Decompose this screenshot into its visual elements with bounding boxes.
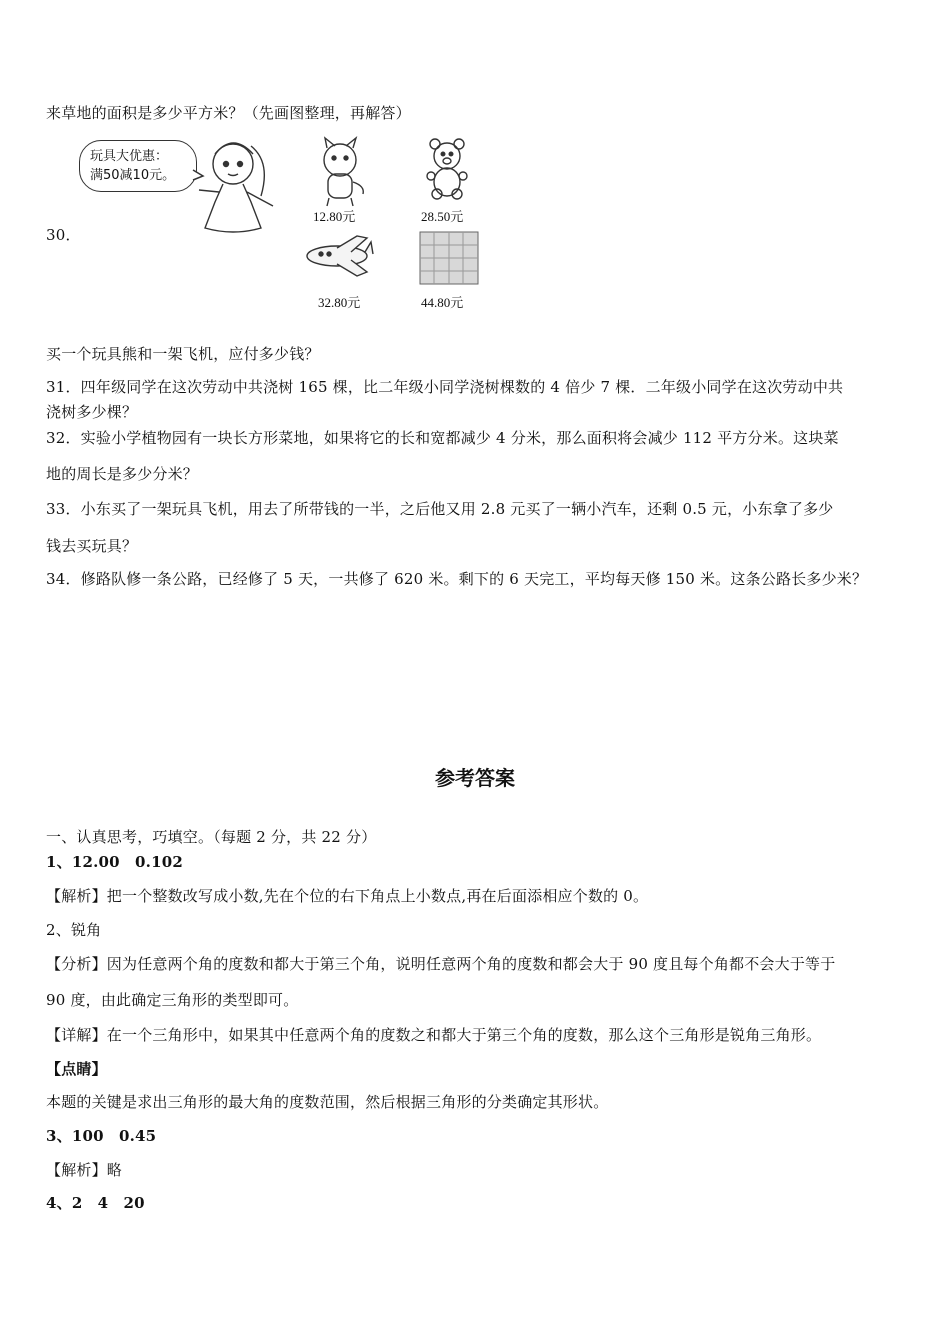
cat-toy-icon: [324, 138, 363, 206]
question-30-text: 买一个玩具熊和一架飞机，应付多少钱？: [46, 345, 320, 363]
girl-icon: [199, 143, 273, 232]
question-30-number: 30．: [46, 226, 81, 244]
question-34: 34．修路队修一条公路，已经修了 5 天，一共修了 620 米。剩下的 6 天完工，平均每天修 150 米。这条公路长多少米？: [46, 570, 868, 588]
answer-1-analysis: 【解析】把一个整数改写成小数,先在个位的右下角点上小数点,再在后面添相应个数的 0。: [46, 887, 649, 905]
question-29-tail: 来草地的面积是多少平方米？（先画图整理，再解答）: [46, 104, 411, 122]
answer-3-analysis: 【解析】略: [46, 1161, 123, 1179]
answer-2: 2、锐角: [46, 921, 102, 939]
question-32-line-2: 地的周长是多少分米？: [46, 465, 199, 483]
answer-2-tip-label: 【点睛】: [46, 1060, 107, 1078]
question-33-line-2: 钱去买玩具？: [46, 537, 138, 555]
question-30-figure: [75, 132, 495, 317]
bear-toy-icon: [427, 139, 467, 199]
answers-title: 参考答案: [435, 766, 515, 790]
answer-2-detail: 【详解】在一个三角形中，如果其中任意两个角的度数之和都大于第三个角的度数，那么这个三角形是锐角三角形。: [46, 1026, 822, 1044]
question-31-line-2: 浇树多少棵？: [46, 403, 138, 421]
answer-1: 1、12.00 0.102: [46, 853, 183, 871]
answer-2-tip: 本题的关键是求出三角形的最大角的度数范围，然后根据三角形的分类确定其形状。: [46, 1093, 609, 1111]
price-airplane: 32.80元: [318, 295, 361, 310]
price-cat: 12.80元: [313, 209, 356, 224]
question-31-line-1: 31．四年级同学在这次劳动中共浇树 165 棵，比二年级小同学浇树棵数的 4 倍少 7 棵．二年级小同学在这次劳动中共: [46, 378, 844, 396]
bubble-tail: [193, 170, 203, 180]
puzzle-toy-icon: [420, 232, 478, 284]
bubble-line-2: 满50减10元。: [90, 168, 176, 183]
question-33-line-1: 33．小东买了一架玩具飞机，用去了所带钱的一半，之后他又用 2.8 元买了一辆小汽车，还剩 0.5 元，小东拿了多少: [46, 500, 834, 518]
answer-2-analysis-line-1: 【分析】因为任意两个角的度数和都大于第三个角，说明任意两个角的度数和都会大于 90 度且每个角都不会大于等于: [46, 955, 836, 973]
airplane-toy-icon: [307, 236, 373, 276]
price-puzzle: 44.80元: [421, 295, 464, 310]
answer-3: 3、100 0.45: [46, 1127, 157, 1145]
question-32-line-1: 32．实验小学植物园有一块长方形菜地，如果将它的长和宽都减少 4 分米，那么面积将会减少 112 平方分米。这块菜: [46, 429, 839, 447]
answer-2-analysis-line-2: 90 度，由此确定三角形的类型即可。: [46, 991, 299, 1009]
bubble-line-1: 玩具大优惠：: [90, 149, 169, 164]
price-bear: 28.50元: [421, 209, 464, 224]
answers-section-1: 一、认真思考，巧填空。（每题 2 分，共 22 分）: [46, 828, 377, 846]
answer-4: 4、2 4 20: [46, 1194, 145, 1212]
